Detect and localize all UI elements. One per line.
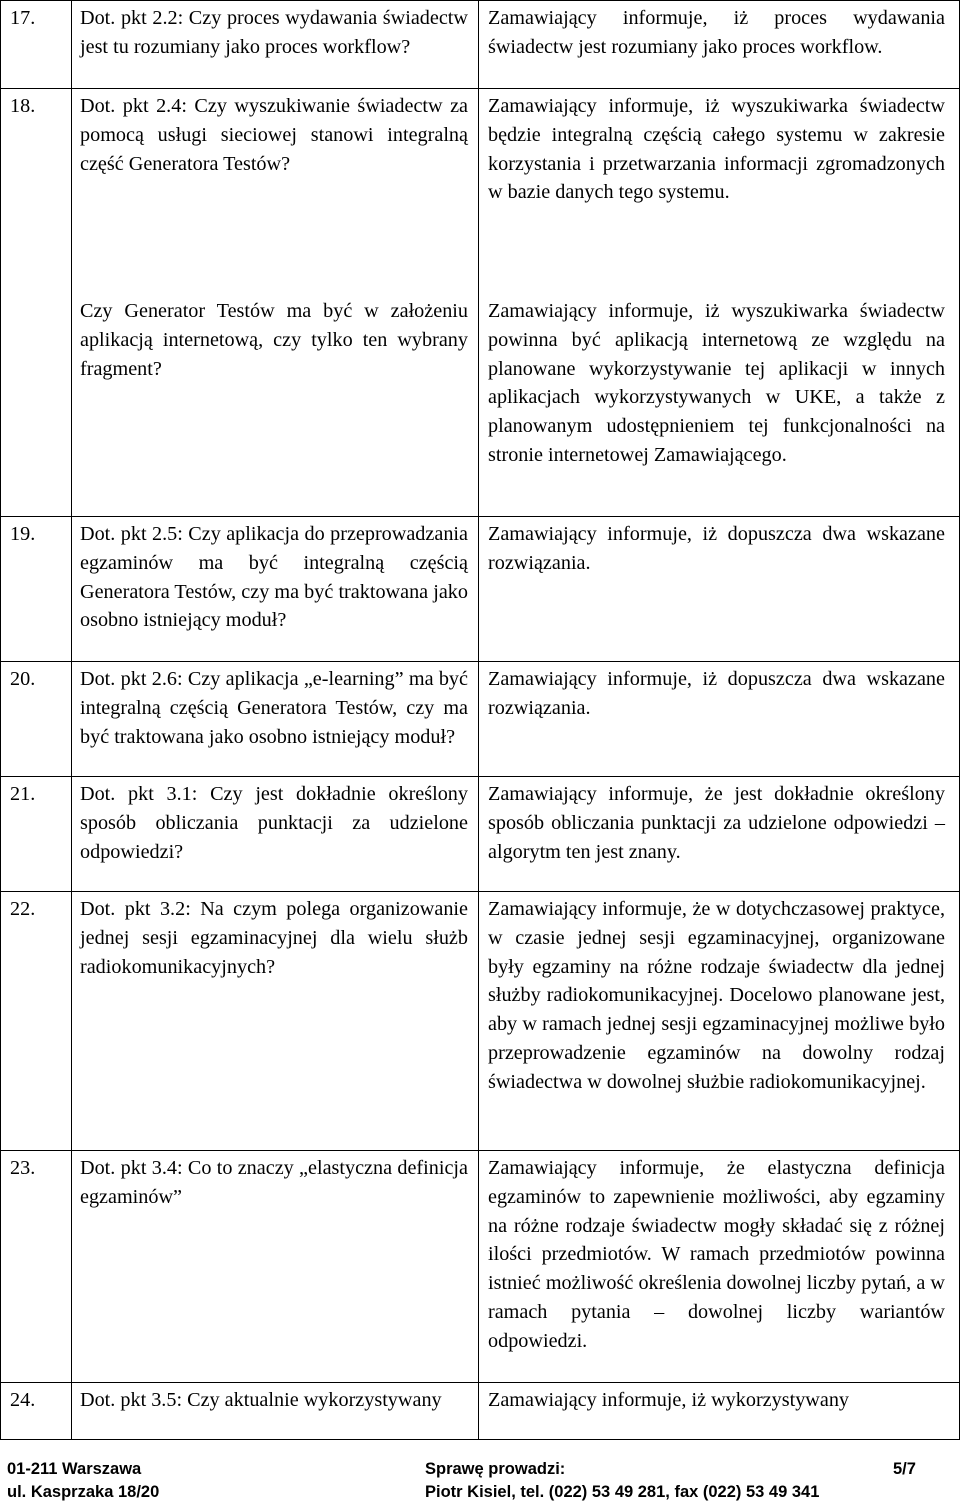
question-cell: Dot. pkt 3.4: Co to znaczy „elastyczna definicja egzaminów”	[72, 1151, 479, 1383]
row-number: 24.	[1, 1383, 72, 1440]
row-number: 19.	[1, 517, 72, 662]
page-number: 5/7	[893, 1460, 916, 1478]
answer-cell: Zamawiający informuje, iż dopuszcza dwa wskazane rozwiązania.	[479, 662, 960, 777]
question-cell: Dot. pkt 2.5: Czy aplikacja do przeprowadzania egzaminów ma być integralną częścią Generatora Testów, czy ma być traktowana jako osobno istniejący moduł?	[72, 517, 479, 662]
table-row	[1, 1383, 960, 1440]
row-number: 17.	[1, 1, 72, 89]
question-cell: Dot. pkt 2.4: Czy wyszukiwanie świadectw za pomocą usługi sieciowej stanowi integralną część Generatora Testów? Czy Generator Testów ma być w założeniu aplikacją internetową, czy tylko ten wybrany fragment?	[72, 89, 479, 517]
table-row	[1, 777, 960, 892]
answer-cell: Zamawiający informuje, że w dotychczasowej praktyce, w czasie jednej sesji egzaminacyjnej, organizowane były egzaminy na różne rodzaje świadectw dla jednej służby radiokomunikacyjnej. Docelowo planowane jest, aby w ramach jednej sesji egzaminacyjnej możliwe było przeprowadzenie egzaminów na dowolny rodzaj świadectwa w dowolnej służbie radiokomunikacyjnej.	[479, 892, 960, 1151]
row-number: 20.	[1, 662, 72, 777]
answer-cell: Zamawiający informuje, iż dopuszcza dwa wskazane rozwiązania.	[479, 517, 960, 662]
answer-cell: Zamawiający informuje, iż wyszukiwarka świadectw będzie integralną częścią całego systemu w zakresie korzystania i przetwarzania informacji zgromadzonych w bazie danych tego systemu. Zamawiający informuje, iż wyszukiwarka świadectw powinna być aplikacją internetową ze względu na planowane wykorzystywanie tej aplikacji w innych aplikacjach wykorzystywanych w UKE, a także z planowanym udostępnieniem tej funkcjonalności na stronie internetowej Zamawiającego.	[479, 89, 960, 517]
question-cell: Dot. pkt 2.2: Czy proces wydawania świadectw jest tu rozumiany jako proces workflow?	[72, 1, 479, 89]
table-row	[1, 517, 960, 662]
table-row	[1, 1, 960, 89]
answer-cell: Zamawiający informuje, iż wykorzystywany	[479, 1383, 960, 1440]
row-number: 21.	[1, 777, 72, 892]
page-footer	[0, 1444, 960, 1506]
footer-handler-contact: Piotr Kisiel, tel. (022) 53 49 281, fax (022) 53 49 341	[425, 1483, 820, 1501]
table-row	[1, 662, 960, 777]
row-number: 18.	[1, 89, 72, 517]
footer-address-line2: ul. Kasprzaka 18/20	[7, 1483, 160, 1501]
answer-cell: Zamawiający informuje, że jest dokładnie określony sposób obliczania punktacji za udzielone odpowiedzi – algorytm ten jest znany.	[479, 777, 960, 892]
row-number: 23.	[1, 1151, 72, 1383]
footer-handler-label: Sprawę prowadzi:	[425, 1460, 566, 1478]
table-row	[1, 892, 960, 1151]
question-cell: Dot. pkt 3.5: Czy aktualnie wykorzystywany	[72, 1383, 479, 1440]
answer-cell: Zamawiający informuje, że elastyczna definicja egzaminów to zapewnienie możliwości, aby egzaminy na różne rodzaje świadectw mogły składać się z różnej ilości przedmiotów. W ramach przedmiotów powinna istnieć możliwość określenia dowolnej liczby pytań, a w ramach pytania – dowolnej liczby wariantów odpowiedzi.	[479, 1151, 960, 1383]
question-cell: Dot. pkt 2.6: Czy aplikacja „e-learning” ma być integralną częścią Generatora Testów, czy ma być traktowana jako osobno istniejący moduł?	[72, 662, 479, 777]
footer-address-line1: 01-211 Warszawa	[7, 1460, 142, 1478]
table-row	[1, 89, 960, 517]
table-row	[1, 1151, 960, 1383]
answer-cell: Zamawiający informuje, iż proces wydawania świadectw jest rozumiany jako proces workflow.	[479, 1, 960, 89]
question-cell: Dot. pkt 3.1: Czy jest dokładnie określony sposób obliczania punktacji za udzielone odpowiedzi?	[72, 777, 479, 892]
row-number: 22.	[1, 892, 72, 1151]
question-cell: Dot. pkt 3.2: Na czym polega organizowanie jednej sesji egzaminacyjnej dla wielu służb radiokomunikacyjnych?	[72, 892, 479, 1151]
